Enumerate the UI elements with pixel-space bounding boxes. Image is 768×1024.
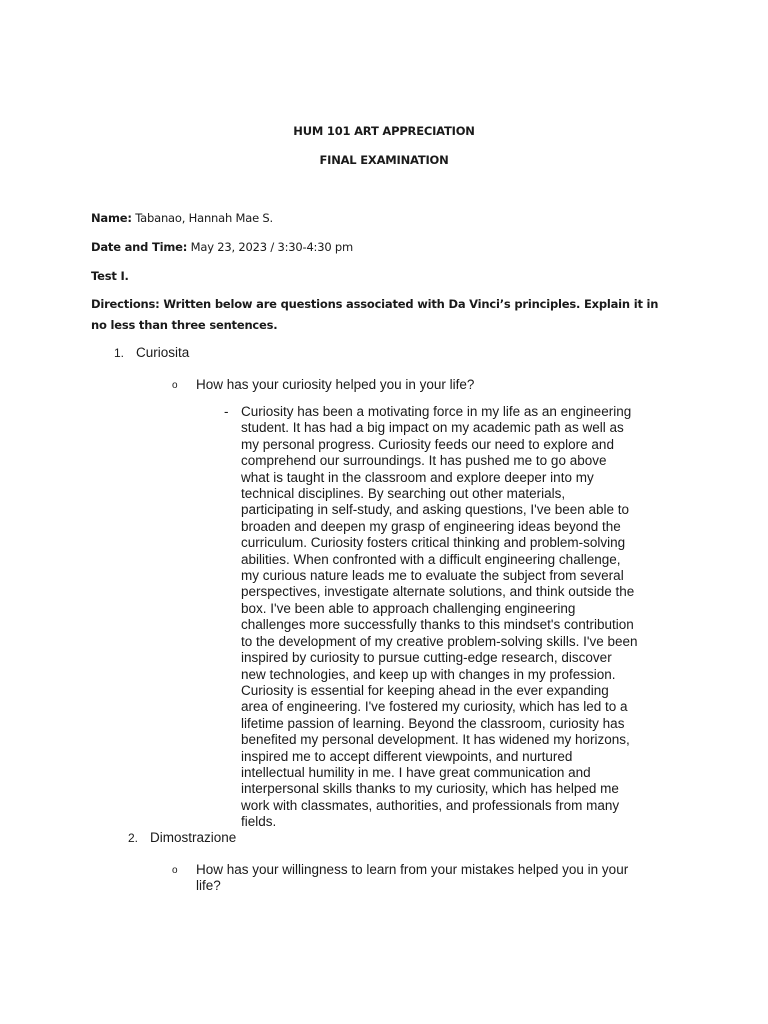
question-1: How has your curiosity helped you in your life? [196, 377, 475, 392]
date-time-value: May 23, 2023 / 3:30-4:30 pm [190, 240, 354, 254]
directions-text: Written below are questions associated with Da Vinci’s principles. Explain it in no less than three sentences. [91, 297, 659, 332]
answer-line: intellectual humility in me. I have great communication and [241, 764, 591, 780]
date-time-label: Date and Time: [91, 240, 188, 254]
answer-line: Curiosity is essential for keeping ahead in the ever expanding [241, 682, 609, 698]
answer-line: to the development of my creative problem-solving skills. I've been [241, 633, 638, 649]
question-2: How has your willingness to learn from your mistakes helped you in your life? [196, 862, 629, 893]
answer-line: work with classmates, authorities, and professionals from many [241, 797, 620, 813]
exam-title: FINAL EXAMINATION [319, 153, 449, 167]
item-title-dimostrazione: Dimostrazione [150, 830, 237, 845]
directions-paragraph [91, 294, 671, 336]
answer-line: my curious nature leads me to evaluate the subject from several [241, 568, 624, 584]
name-label: Name: [91, 211, 132, 225]
bullet-icon: o [172, 865, 178, 876]
item-number-2: 2. [128, 831, 139, 845]
bullet-icon: o [172, 380, 178, 391]
answer-line: what is taught in the classroom and explore deeper into my [241, 469, 594, 485]
answer-line: abilities. When confronted with a difficult engineering challenge, [241, 551, 621, 567]
answer-line: technical disciplines. By searching out other materials, [241, 486, 566, 502]
dash-marker: - [224, 404, 229, 419]
answer-line: benefited my personal development. It has widened my horizons, [241, 732, 630, 748]
answer-line: inspired by curiosity to pursue cutting-edge research, discover [241, 650, 612, 666]
directions-label: Directions: [91, 297, 160, 311]
answer-line: Curiosity has been a motivating force in my life as an engineering [241, 404, 632, 419]
answer-line: fields. [241, 814, 277, 830]
answer-line: perspectives, investigate alternate solutions, and think outside the [241, 584, 635, 600]
answer-line: curriculum. Curiosity fosters critical thinking and problem-solving [241, 535, 626, 551]
answer-1 [241, 404, 661, 831]
answer-line: broaden and deepen my grasp of engineering ideas beyond the [241, 518, 621, 534]
course-title: HUM 101 ART APPRECIATION [293, 124, 475, 138]
student-name-line [91, 211, 273, 225]
item-title-curiosita: Curiosita [136, 345, 190, 360]
answer-line: my personal progress. Curiosity feeds our need to explore and [241, 436, 614, 452]
answer-line: lifetime passion of learning. Beyond the classroom, curiosity has [241, 715, 625, 731]
date-time-line [91, 240, 353, 254]
answer-line: challenges more successfully thanks to this mindset's contribution [241, 617, 634, 633]
item-number-1: 1. [114, 346, 125, 360]
answer-line: participating in self-study, and asking questions, I've been able to [241, 502, 630, 518]
answer-line: comprehend our surroundings. It has pushed me to go above [241, 453, 607, 469]
answer-line: inspired me to accept different viewpoints, and nurtured [241, 748, 573, 764]
answer-line: interpersonal skills thanks to my curiosity, which has helped me [241, 781, 619, 797]
answer-line: new technologies, and keep up with changes in my profession. [241, 666, 616, 682]
answer-line: student. It has had a big impact on my academic path as well as [241, 420, 624, 436]
name-value: Tabanao, Hannah Mae S. [135, 211, 273, 225]
test-label: Test I. [91, 269, 129, 283]
answer-line: box. I've been able to approach challenging engineering [241, 600, 576, 616]
answer-line: area of engineering. I've fostered my curiosity, which has led to a [241, 699, 628, 715]
